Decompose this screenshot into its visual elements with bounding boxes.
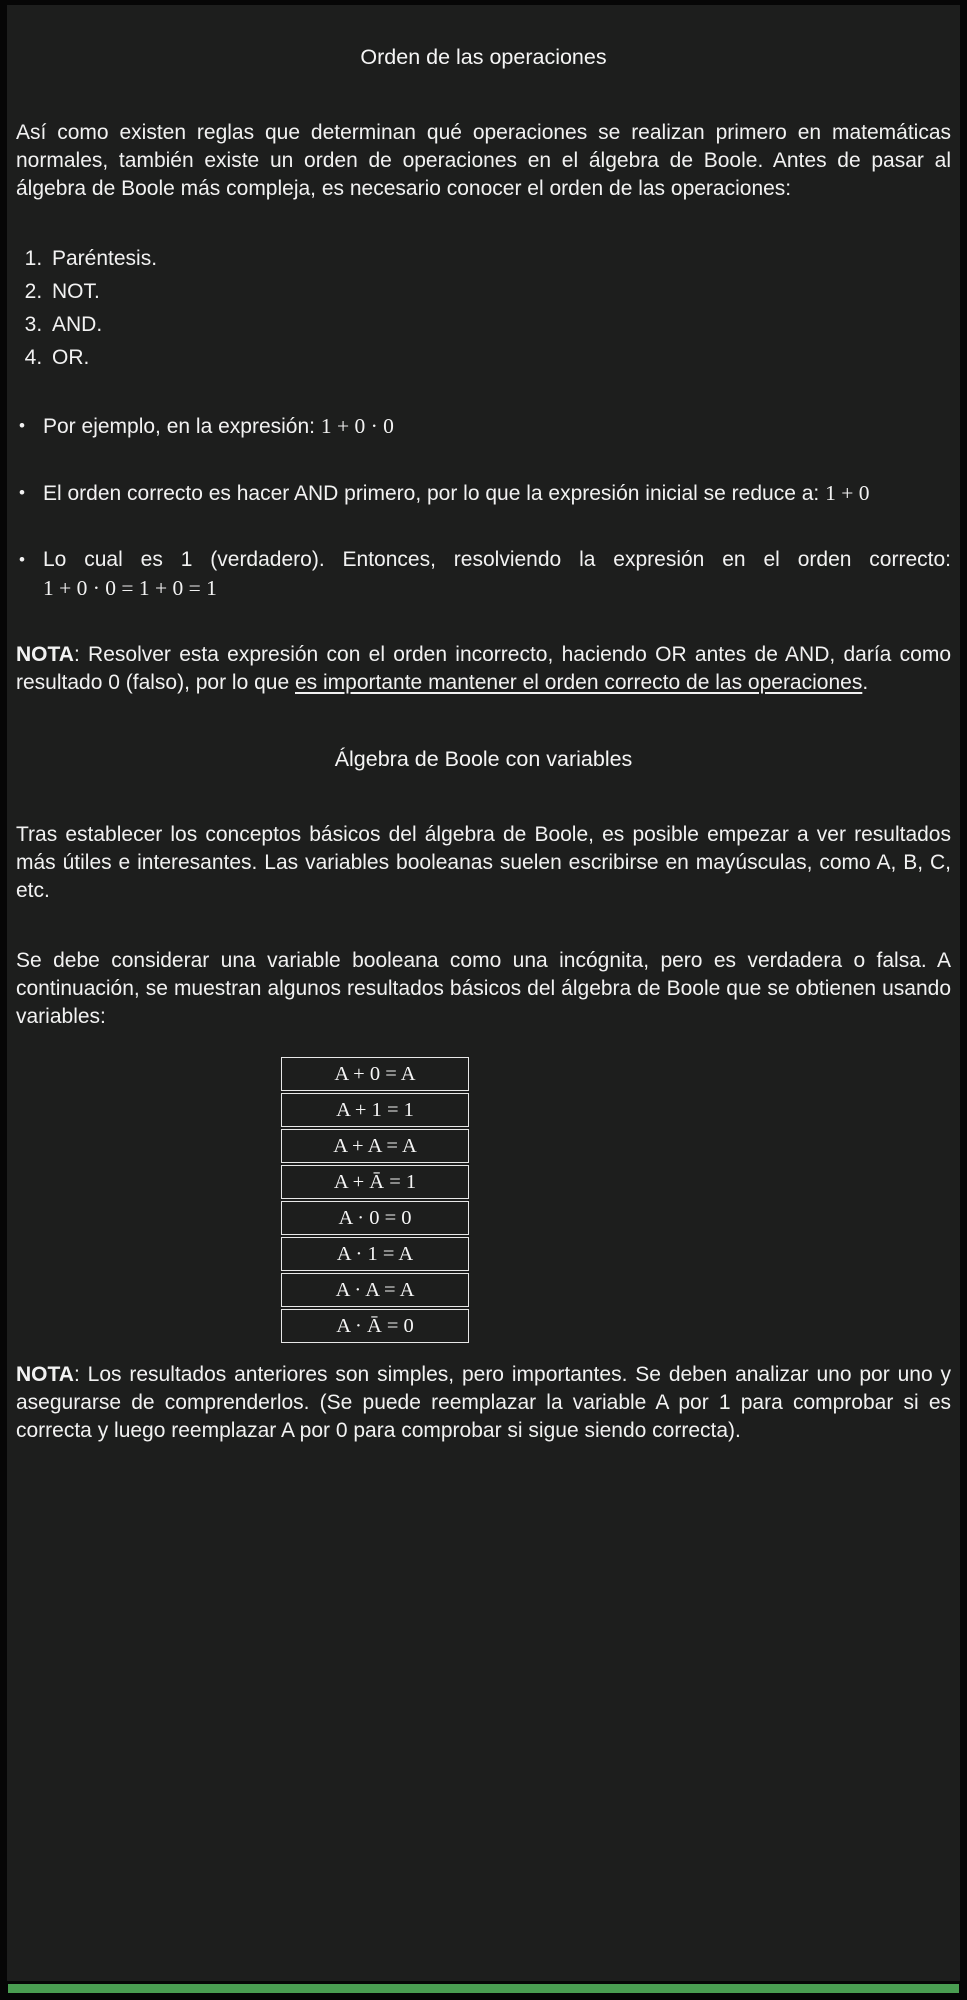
- table-cell: A · 0 = 0: [281, 1201, 469, 1235]
- section-title-boolean-algebra-variables: Álgebra de Boole con variables: [334, 747, 633, 771]
- page-content: [7, 5, 960, 1981]
- bullet-text: El orden correcto es hacer AND primero, por lo que la expresión inicial se reduce a:: [43, 482, 826, 505]
- nota-paragraph-1: [16, 641, 951, 697]
- table-row: [281, 1093, 469, 1127]
- list-item: 3. AND.: [48, 311, 951, 339]
- math-expression: 1 + 0: [825, 481, 870, 505]
- list-item: 2. NOT.: [48, 278, 951, 306]
- table-row: [281, 1129, 469, 1163]
- intro-paragraph: Así como existen reglas que determinan qué operaciones se realizan primero en matemáticas normales, también existe un orden de operaciones en el álgebra de Boole. Antes de pasar al álgebra de Boole más compleja, es necesario conocer el orden de las operaciones:: [16, 121, 951, 200]
- bullet-item: [16, 412, 951, 441]
- table-cell: A + 0 = A: [281, 1057, 469, 1091]
- table-cell: A + A = A: [281, 1129, 469, 1163]
- bullet-text: Lo cual es 1 (verdadero). Entonces, resolviendo la expresión en el orden correcto:: [43, 548, 951, 571]
- underlined-text: es importante mantener el orden correcto de las operaciones: [295, 671, 863, 694]
- operations-ordered-list: [16, 245, 951, 372]
- table-row: [281, 1201, 469, 1235]
- list-item: 4. OR.: [48, 344, 951, 372]
- table-cell: A + Ā = 1: [281, 1165, 469, 1199]
- bullet-item: [16, 546, 951, 603]
- bullet-text: Por ejemplo, en la expresión:: [43, 415, 321, 438]
- nota-text-end: .: [862, 671, 869, 694]
- section-title-order-of-operations: Orden de las operaciones: [360, 45, 607, 69]
- table-cell: A + 1 = 1: [281, 1093, 469, 1127]
- example-bullet-list: [16, 412, 951, 603]
- table-row: [281, 1057, 469, 1091]
- bullet-item: [16, 479, 951, 508]
- table-cell: A · 1 = A: [281, 1237, 469, 1271]
- list-item: 1. Paréntesis.: [48, 245, 951, 273]
- math-expression: 1 + 0 · 0: [320, 414, 394, 438]
- nota-label: NOTA: [16, 1363, 74, 1386]
- table-row: [281, 1309, 469, 1343]
- nota-paragraph-2: [16, 1361, 951, 1445]
- table-cell: A · Ā = 0: [281, 1309, 469, 1343]
- math-expression: 1 + 0 · 0 = 1 + 0 = 1: [43, 576, 217, 600]
- nota-label: NOTA: [16, 643, 74, 666]
- variables-paragraph-1: Tras establecer los conceptos básicos del álgebra de Boole, es posible empezar a ver resultados más útiles e interesantes. Las variables booleanas suelen escribirse en mayúsculas, como A, B, C, etc.: [16, 823, 951, 902]
- table-row: [281, 1165, 469, 1199]
- table-cell: A · A = A: [281, 1273, 469, 1307]
- boolean-identities-table: [281, 1055, 469, 1345]
- table-row: [281, 1237, 469, 1271]
- variables-paragraph-2: Se debe considerar una variable booleana como una incógnita, pero es verdadera o falsa. A continuación, se muestran algunos resultados básicos del álgebra de Boole que se obtienen usando variables:: [16, 949, 951, 1028]
- nota-text: : Los resultados anteriores son simples, pero importantes. Se deben analizar uno por uno y asegurarse de comprenderlos. (Se puede reemplazar la variable A por 1 para comprobar si es correcta y luego reemplazar A por 0 para comprobar si sigue siendo correcta).: [16, 1363, 951, 1442]
- nota-text: : Resolver esta expresión con el orden incorrecto, haciendo OR antes de AND, daría como resultado 0 (falso), por lo que: [16, 643, 951, 694]
- table-row: [281, 1273, 469, 1307]
- bottom-accent-bar: [8, 1984, 959, 1993]
